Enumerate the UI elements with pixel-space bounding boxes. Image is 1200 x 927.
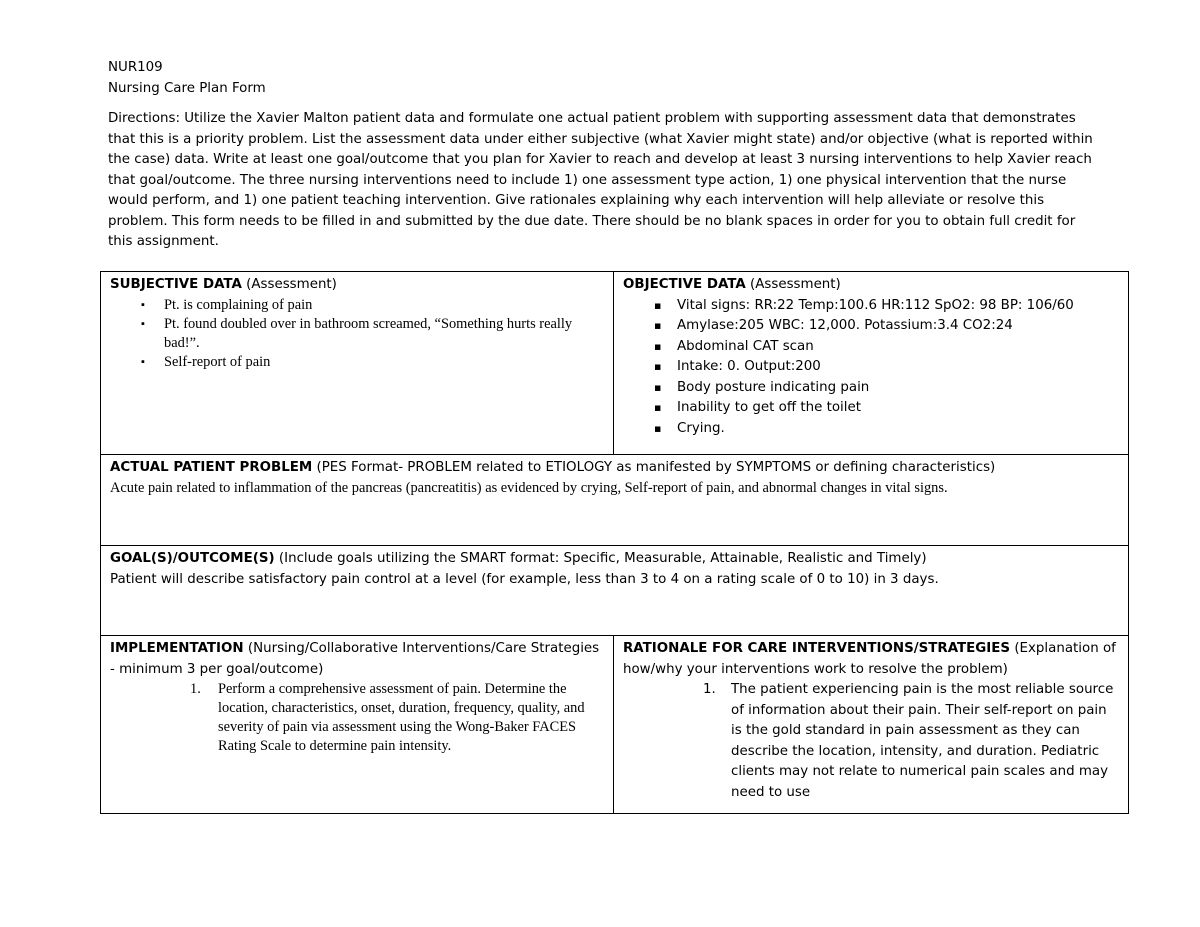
- form-header: [108, 58, 1098, 253]
- rationale-heading-suffix: (Explanation of how/why your interventions work to resolve the problem): [623, 641, 1116, 677]
- list-item: ▪ Self-report of pain: [110, 353, 605, 372]
- goals-heading-suffix: (Include goals utilizing the SMART format: Specific, Measurable, Attainable, Realistic and Timely): [274, 551, 927, 566]
- implementation-cell: [101, 636, 614, 814]
- directions-text: Directions: Utilize the Xavier Malton patient data and formulate one actual patient problem with supporting assessment data that demonstrates that this is a priority problem. List the assessment data under either subjective (what Xavier might state) and/or objective (what is reported within the case) data. Write at least one goal/outcome that you plan for Xavier to reach and develop at least 3 nursing interventions to help Xavier reach that goal/outcome. The three nursing interventions need to include 1) one assessment type action, 1) one physical intervention that the nurse would perform, and 1) one patient teaching intervention. Give rationales explaining why each intervention will help alleviate or resolve this problem. This form needs to be filled in and submitted by the due date. There should be no blank spaces in order for you to obtain full credit for this assignment.: [108, 111, 1093, 249]
- item-text: Perform a comprehensive assessment of pain. Determine the location, characteristics, onset, duration, frequency, quality, and severity of pain via assessment using the Wong-Baker FACES Rating Scale to determine pain intensity.: [218, 681, 585, 754]
- list-item: ▪ Pt. is complaining of pain: [110, 296, 605, 315]
- item-number: 1.: [703, 682, 716, 697]
- list-item: ▪ Inability to get off the toilet: [623, 398, 1120, 419]
- list-item: ▪ Intake: 0. Output:200: [623, 357, 1120, 378]
- problem-row: [101, 455, 1129, 546]
- subjective-heading: SUBJECTIVE DATA: [110, 277, 242, 292]
- problem-statement: Acute pain related to inflammation of the pancreas (pancreatitis) as evidenced by crying, Self-report of pain, and abnormal changes in vital signs.: [110, 479, 948, 496]
- objective-heading: OBJECTIVE DATA: [623, 277, 746, 292]
- problem-heading-suffix: (PES Format- PROBLEM related to ETIOLOGY as manifested by SYMPTOMS or defining characteristics): [312, 460, 996, 475]
- goals-cell: [101, 546, 1129, 636]
- objective-list: [623, 296, 1120, 440]
- rationale-heading: RATIONALE FOR CARE INTERVENTIONS/STRATEGIES: [623, 641, 1011, 656]
- subjective-list: [110, 296, 605, 372]
- care-plan-table: [100, 271, 1129, 814]
- course-code: NUR109: [108, 60, 163, 75]
- item-text: The patient experiencing pain is the most reliable source of information about their pain. Their self-report on pain is the gold standard in pain assessment as they can describe the location, intensity, and duration. Pediatric clients may not relate to numerical pain scales and may need to use: [731, 682, 1114, 800]
- rationale-cell: [614, 636, 1129, 814]
- list-item: [110, 680, 605, 756]
- list-item: ▪ Abdominal CAT scan: [623, 337, 1120, 358]
- objective-heading-suffix: (Assessment): [745, 277, 841, 292]
- objective-data-cell: [614, 272, 1129, 455]
- problem-heading: ACTUAL PATIENT PROBLEM: [110, 460, 313, 475]
- list-item: [623, 680, 1120, 803]
- list-item: ▪ Crying.: [623, 419, 1120, 440]
- list-item: ▪ Vital signs: RR:22 Temp:100.6 HR:112 SpO2: 98 BP: 106/60: [623, 296, 1120, 317]
- goal-statement: Patient will describe satisfactory pain control at a level (for example, less than 3 to 4 on a rating scale of 0 to 10) in 3 days.: [110, 571, 939, 587]
- list-item: ▪ Amylase:205 WBC: 12,000. Potassium:3.4 CO2:24: [623, 316, 1120, 337]
- implementation-heading-suffix: (Nursing/Collaborative Interventions/Care Strategies - minimum 3 per goal/outcome): [110, 641, 600, 677]
- list-item: ▪ Pt. found doubled over in bathroom screamed, “Something hurts really bad!”.: [110, 315, 605, 353]
- rationale-list: [623, 680, 1120, 803]
- goals-heading: GOAL(S)/OUTCOME(S): [110, 551, 275, 566]
- implementation-list: [110, 680, 605, 756]
- subjective-heading-suffix: (Assessment): [241, 277, 337, 292]
- assessment-row: [101, 272, 1129, 455]
- item-number: 1.: [190, 681, 201, 697]
- goals-row: [101, 546, 1129, 636]
- subjective-data-cell: [101, 272, 614, 455]
- form-title: Nursing Care Plan Form: [108, 80, 266, 96]
- list-item: ▪ Body posture indicating pain: [623, 378, 1120, 399]
- implementation-heading: IMPLEMENTATION: [110, 641, 244, 656]
- interventions-row: [101, 636, 1129, 814]
- patient-problem-cell: [101, 455, 1129, 546]
